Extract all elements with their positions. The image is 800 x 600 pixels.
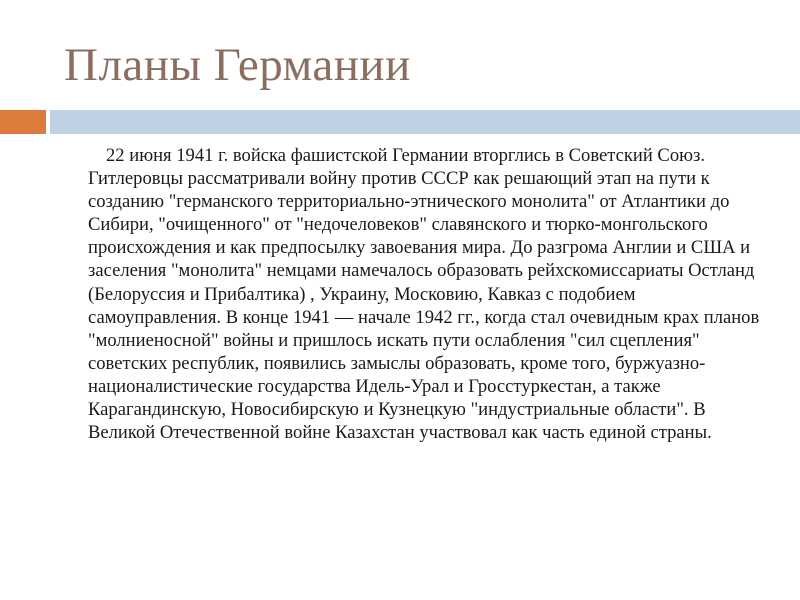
slide-body-paragraph: 22 июня 1941 г. войска фашистской Германии вторглись в Советский Союз. Гитлеровцы рассматривали войну против СССР как решающий этап на пути к созданию "германского территориально-этнического монолита" от Атлантики до Сибири, "очищенного" от "недочеловеков" славянского и тюрко-монгольского происхождения и как предпосылку завоевания мира. До разгрома Англии и США и заселения "монолита" немцами намечалось образовать рейхскомиссариаты Остланд (Белоруссия и Прибалтика) , Украину, Московию, Кавказ с подобием самоуправления. В конце 1941 — начале 1942 гг., когда стал очевидным крах планов "молниеносной" войны и пришлось искать пути ослабления "сил сцепления" советских республик, появились замыслы образовать, кроме того, буржуазно-националистические государства Идель-Урал и Гросстуркестан, а также Карагандинскую, Новосибирскую и Кузнецкую "индустриальные области". В Великой Отечественной войне Казахстан участвовал как часть единой страны.: [88, 145, 760, 444]
slide-title: Планы Германии: [64, 39, 411, 91]
title-underline-accent: [0, 110, 46, 134]
title-underline-bar: [50, 110, 800, 134]
